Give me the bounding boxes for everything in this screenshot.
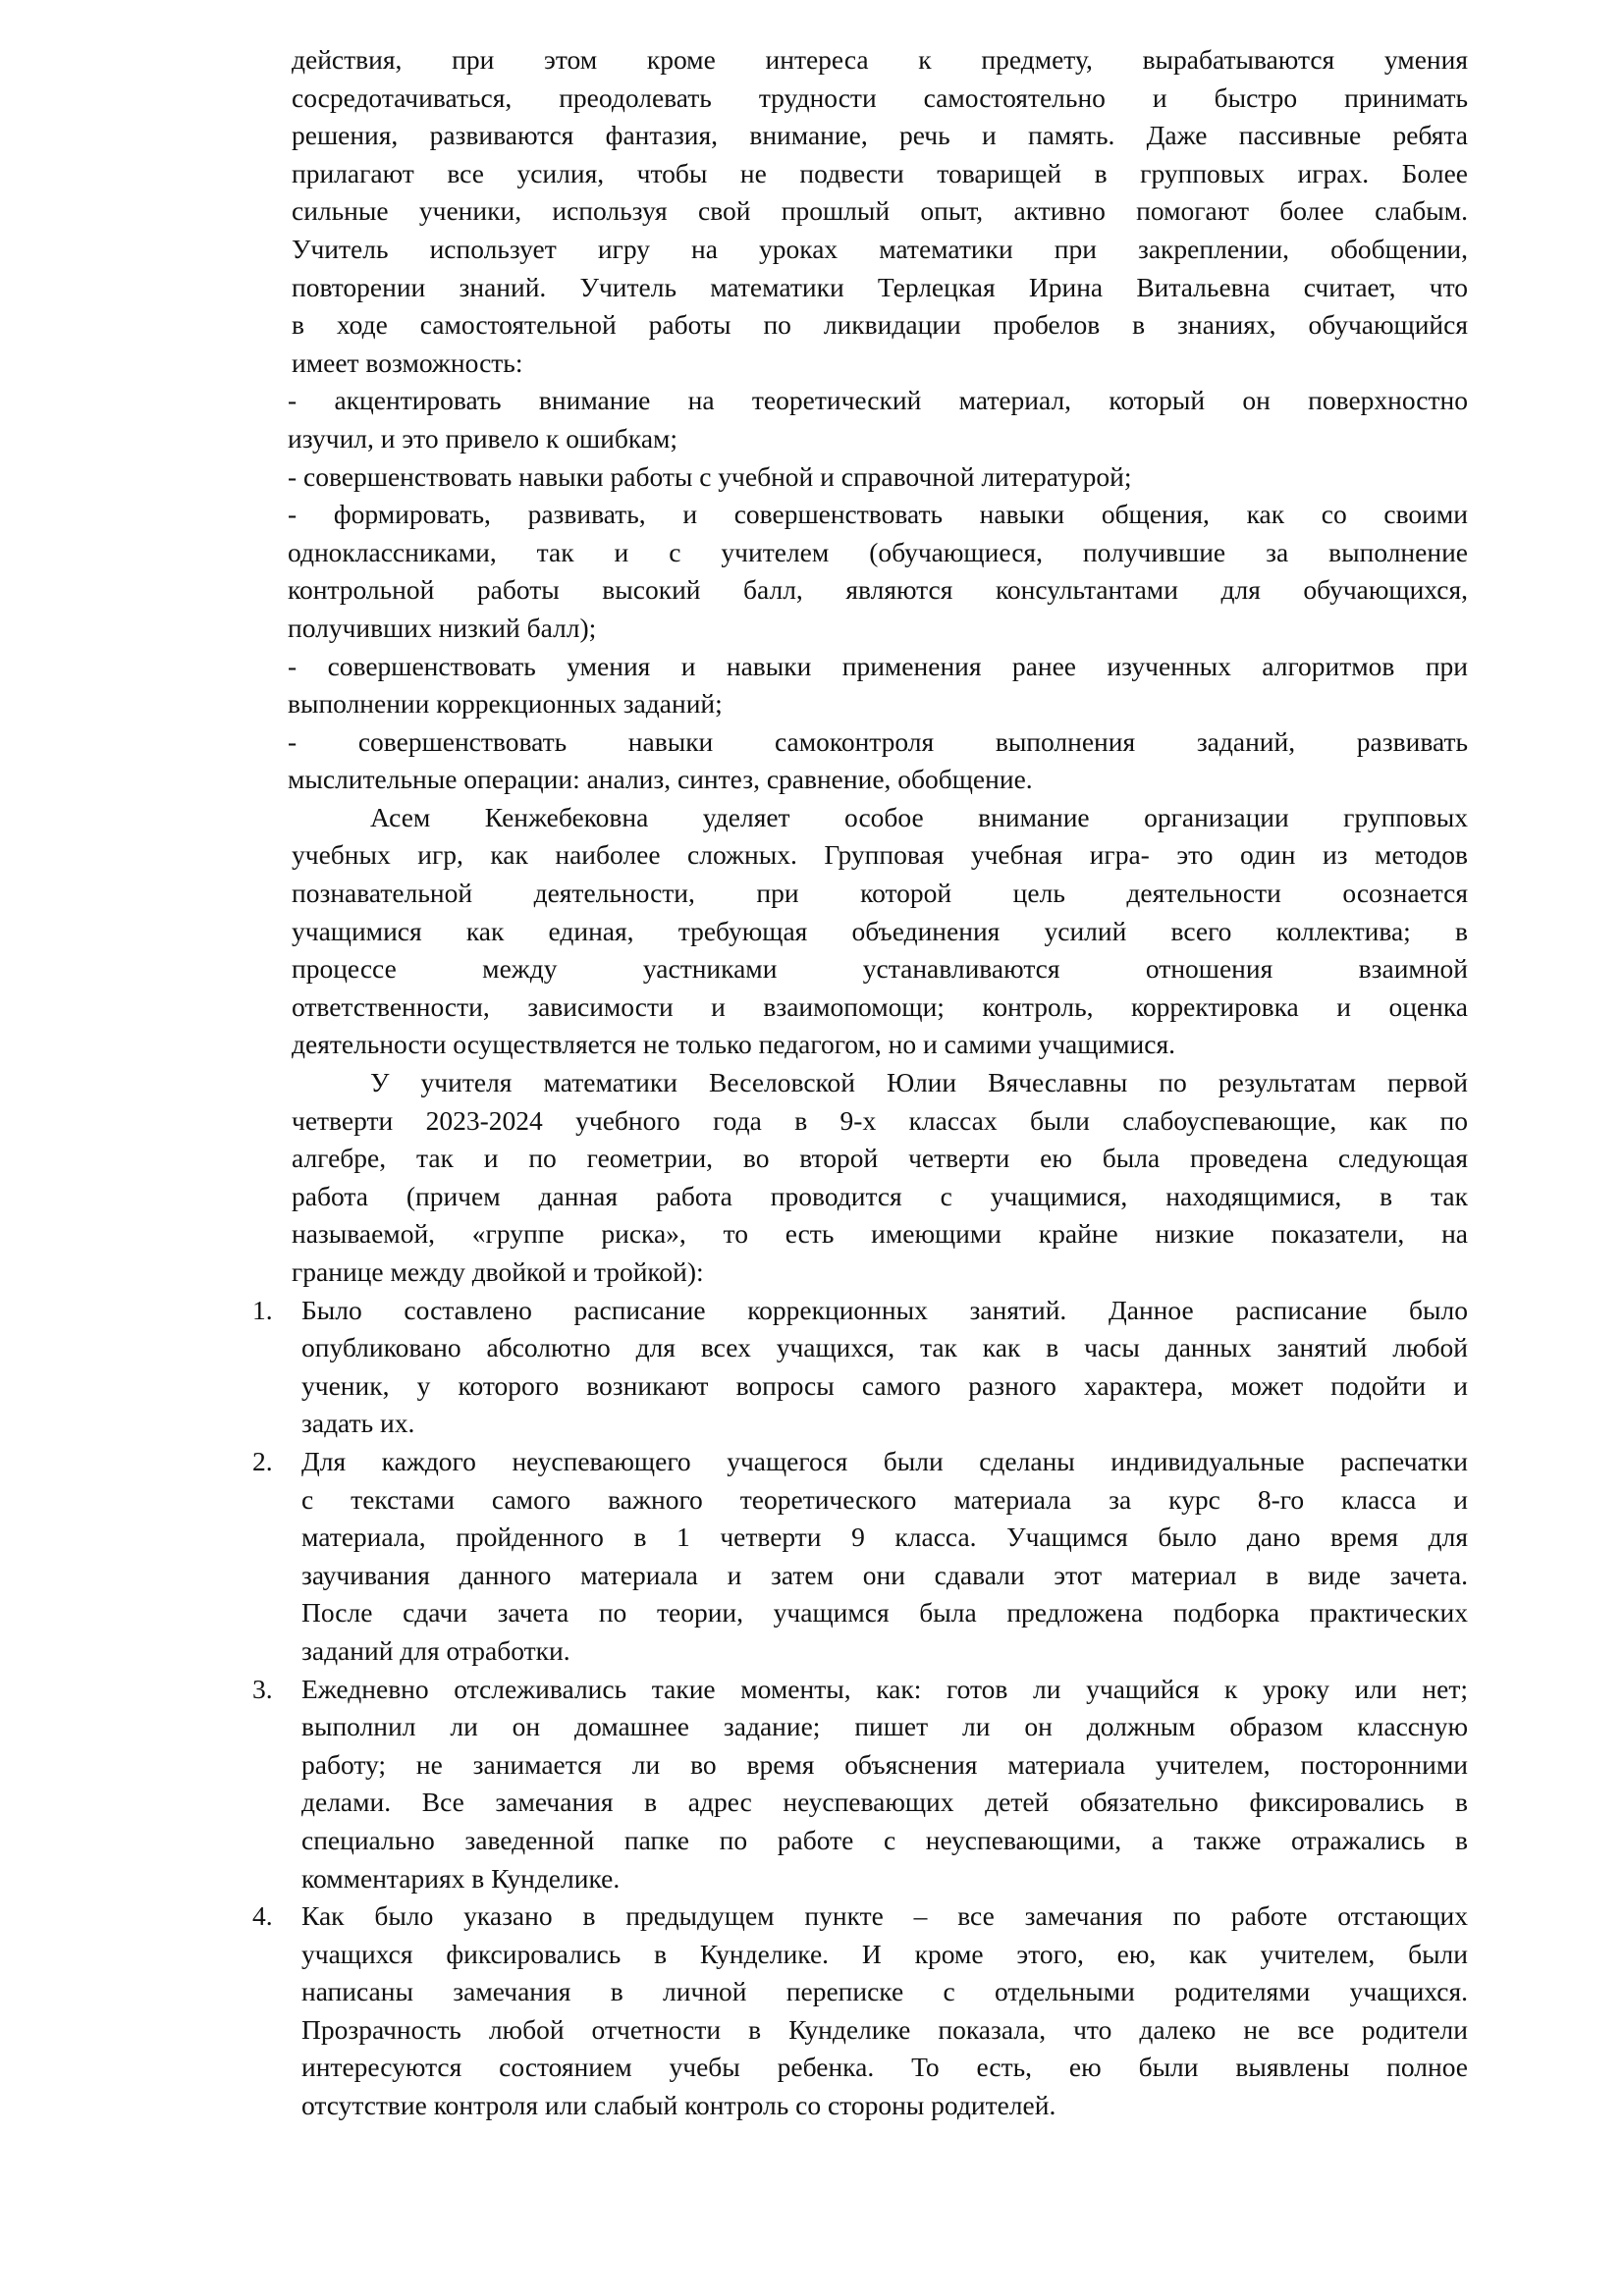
text-line: После сдачи зачета по теории, учащимся была предложена подборка практических xyxy=(301,1597,1468,1629)
text-line: - акцентировать внимание на теоретический материал, который он поверхностно xyxy=(288,385,1468,416)
text-line: изучил, и это привело к ошибкам; xyxy=(288,422,678,454)
text-line: выполнении коррекционных заданий; xyxy=(288,688,723,720)
text-line: Было составлено расписание коррекционных занятий. Данное расписание было xyxy=(301,1294,1468,1325)
text-line: Учитель использует игру на уроках математики при закреплении, обобщении, xyxy=(292,233,1468,264)
text-line: заданий для отработки. xyxy=(301,1634,570,1666)
list-number: 3. xyxy=(252,1673,273,1704)
text-line: Ежедневно отслеживались такие моменты, как: готов ли учащийся к уроку или нет; xyxy=(301,1673,1468,1704)
dash-list-item xyxy=(288,382,1468,457)
text-line: прилагают все усилия, чтобы не подвести товарищей в групповых играх. Более xyxy=(292,157,1468,188)
numbered-list-item xyxy=(252,1292,1468,1443)
text-line: ученик, у которого возникают вопросы самого разного характера, может подойти и xyxy=(301,1369,1468,1401)
text-line: комментариях в Кунделике. xyxy=(301,1862,621,1894)
text-line: называемой, «группе риска», то есть имеющими крайне низкие показатели, на xyxy=(292,1218,1468,1250)
list-item-body xyxy=(301,1443,1468,1671)
text-line: процессе между уастниками устанавливаются отношения взаимной xyxy=(292,953,1468,985)
paragraph-intro xyxy=(292,41,1468,382)
text-line: познавательной деятельности, при которой цель деятельности осознается xyxy=(292,878,1468,909)
text-line: написаны замечания в личной переписке с отдельными родителями учащихся. xyxy=(301,1976,1468,2007)
paragraph-teacher-work xyxy=(292,1064,1468,1292)
text-line: в ходе самостоятельной работы по ликвидации пробелов в знаниях, обучающийся xyxy=(292,309,1468,341)
dash-list-item xyxy=(288,648,1468,723)
text-line: сосредотачиваться, преодолевать трудности самостоятельно и быстро принимать xyxy=(292,81,1468,113)
text-line: опубликовано абсолютно для всех учащихся, так как в часы данных занятий любой xyxy=(301,1332,1468,1363)
text-line: отсутствие контроля или слабый контроль со стороны родителей. xyxy=(301,2090,1056,2121)
text-line: работу; не занимается ли во время объяснения материала учителем, посторонними xyxy=(301,1748,1468,1780)
text-line: получивших низкий балл); xyxy=(288,612,597,643)
text-line: специально заведенной папке по работе с неуспевающими, а также отражались в xyxy=(301,1824,1468,1855)
text-line: деятельности осуществляется не только педагогом, но и самими учащимися. xyxy=(292,1029,1175,1060)
text-line: решения, развиваются фантазия, внимание, речь и память. Даже пассивные ребята xyxy=(292,120,1468,151)
text-line: Для каждого неуспевающего учащегося были сделаны индивидуальные распечатки xyxy=(301,1445,1468,1476)
list-number: 1. xyxy=(252,1294,273,1325)
text-line: повторении знаний. Учитель математики Терлецкая Ирина Витальевна считает, что xyxy=(292,271,1468,302)
text-line: с текстами самого важного теоретического материала за курс 8-го класса и xyxy=(301,1483,1468,1515)
text-line: границе между двойкой и тройкой): xyxy=(292,1256,704,1287)
text-line: заучивания данного материала и затем они сдавали этот материал в виде зачета. xyxy=(301,1559,1468,1590)
numbered-list-item xyxy=(252,1671,1468,1898)
dash-list-item xyxy=(288,723,1468,799)
text-line: четверти 2023-2024 учебного года в 9-х классах были слабоуспевающие, как по xyxy=(292,1104,1468,1136)
text-line: интересуются состоянием учебы ребенка. То есть, ею были выявлены полное xyxy=(301,2052,1468,2083)
text-line: работа (причем данная работа проводится с учащимися, находящимися, в так xyxy=(292,1180,1468,1211)
text-line: - совершенствовать навыки работы с учебной и справочной литературой; xyxy=(288,460,1132,492)
text-line: - совершенствовать умения и навыки применения ранее изученных алгоритмов при xyxy=(288,650,1468,681)
list-item-body xyxy=(301,1292,1468,1443)
text-line: Прозрачность любой отчетности в Кунделике показала, что далеко не все родители xyxy=(301,2013,1468,2045)
text-line: учебных игр, как наиболее сложных. Групповая учебная игра- это один из методов xyxy=(292,839,1468,871)
numbered-list-item xyxy=(252,1897,1468,2125)
text-line: учащихся фиксировались в Кунделике. И кроме этого, ею, как учителем, были xyxy=(301,1938,1468,1969)
text-line: Асем Кенжебековна уделяет особое внимание организации групповых xyxy=(370,801,1468,832)
text-line: - совершенствовать навыки самоконтроля выполнения заданий, развивать xyxy=(288,725,1468,757)
text-line: ответственности, зависимости и взаимопомощи; контроль, корректировка и оценка xyxy=(292,990,1468,1022)
numbered-list xyxy=(252,1292,1468,2125)
list-number: 4. xyxy=(252,1900,273,1932)
text-line: сильные ученики, используя свой прошлый опыт, активно помогают более слабым. xyxy=(292,195,1468,227)
text-line: мыслительные операции: анализ, синтез, сравнение, обобщение. xyxy=(288,764,1033,795)
text-line: имеет возможность: xyxy=(292,347,523,378)
text-line: Как было указано в предыдущем пункте – все замечания по работе отстающих xyxy=(301,1900,1468,1932)
text-line: учащимися как единая, требующая объединения усилий всего коллектива; в xyxy=(292,915,1468,946)
list-number: 2. xyxy=(252,1445,273,1476)
dash-list-item xyxy=(288,458,1468,497)
text-line: одноклассниками, так и с учителем (обучающиеся, получившие за выполнение xyxy=(288,536,1468,567)
numbered-list-item xyxy=(252,1443,1468,1671)
page-content xyxy=(252,41,1468,2125)
text-line: действия, при этом кроме интереса к предмету, вырабатываются умения xyxy=(292,44,1468,75)
paragraph-group-games xyxy=(292,799,1468,1064)
dash-list-item xyxy=(288,496,1468,647)
dash-list xyxy=(288,382,1468,799)
text-line: задать их. xyxy=(301,1408,415,1439)
text-line: делами. Все замечания в адрес неуспевающих детей обязательно фиксировались в xyxy=(301,1787,1468,1818)
text-line: контрольной работы высокий балл, являются консультантами для обучающихся, xyxy=(288,574,1468,606)
list-item-body xyxy=(301,1671,1468,1898)
text-line: алгебре, так и по геометрии, во второй четверти ею была проведена следующая xyxy=(292,1143,1468,1174)
list-item-body xyxy=(301,1897,1468,2125)
text-line: материала, пройденного в 1 четверти 9 класса. Учащимся было дано время для xyxy=(301,1522,1468,1553)
text-line: - формировать, развивать, и совершенствовать навыки общения, как со своими xyxy=(288,499,1468,530)
text-line: У учителя математики Веселовской Юлии Вячеславны по результатам первой xyxy=(370,1067,1468,1098)
text-line: выполнил ли он домашнее задание; пишет ли он должным образом классную xyxy=(301,1711,1468,1742)
